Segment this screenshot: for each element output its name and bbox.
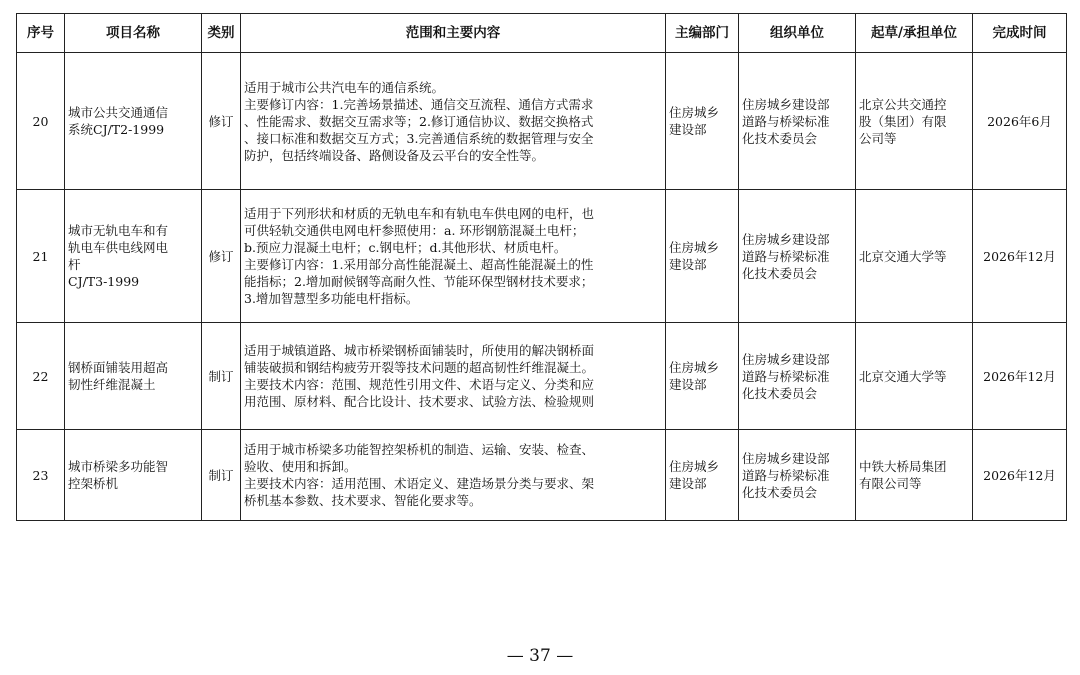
cell-content-line: 主要修订内容：1.完善场景描述、通信交互流程、通信方式需求 (244, 96, 594, 112)
cell-project-name-line: 杆 (68, 257, 81, 272)
cell-project-name (65, 323, 202, 430)
table-row (17, 190, 1067, 323)
cell-dept (666, 53, 739, 190)
cell-dept-line: 建设部 (669, 122, 707, 137)
cell-dept-line: 建设部 (669, 476, 707, 491)
cell-category: 制订 (202, 323, 241, 430)
cell-category: 修订 (202, 190, 241, 323)
cell-drafter (856, 323, 973, 430)
cell-dept (666, 323, 739, 430)
cell-drafter-line: 北京公共交通控 (859, 96, 947, 112)
cell-project-name-line: 钢桥面铺装用超高 (68, 360, 169, 375)
page-number: — 37 — (506, 646, 574, 666)
cell-drafter-line: 北京交通大学等 (859, 248, 947, 264)
cell-project-name-line: 轨电车供电线网电 (68, 240, 169, 255)
cell-dept (666, 430, 739, 521)
cell-project-name (65, 430, 202, 521)
cell-drafter (856, 53, 973, 190)
cell-project-name-line: CJ/T3-1999 (68, 274, 140, 289)
cell-drafter (856, 430, 973, 521)
cell-content-line: b.预应力混凝土电杆；c.钢电杆；d.其他形状、材质电杆。 (244, 240, 567, 255)
cell-org-line: 道路与桥梁标准 (742, 248, 830, 264)
header-no: 序号 (17, 14, 65, 53)
cell-org (739, 190, 856, 323)
header-content: 范围和主要内容 (241, 14, 666, 53)
cell-content-line: 主要技术内容：范围、规范性引用文件、术语与定义、分类和应 (244, 377, 595, 392)
cell-content (241, 190, 666, 323)
cell-dept (666, 190, 739, 323)
cell-content-line: 适用于城镇道路、城市桥梁钢桥面铺装时，所使用的解决钢桥面 (244, 343, 595, 358)
cell-project-name-line: 控架桥机 (68, 476, 119, 491)
cell-drafter-line: 有限公司等 (859, 476, 922, 491)
cell-content-line: 主要技术内容：适用范围、术语定义、建造场景分类与要求、架 (244, 476, 595, 491)
cell-drafter-line: 股（集团）有限 (859, 113, 947, 129)
cell-dept-line: 住房城乡 (669, 240, 720, 255)
cell-project-name-line: 韧性纤维混凝土 (68, 377, 156, 392)
cell-project-name-line: 城市无轨电车和有 (68, 223, 169, 238)
cell-org-line: 住房城乡建设部 (742, 96, 830, 112)
cell-content-line: 验收、使用和拆卸。 (244, 459, 357, 474)
table-header-row (17, 14, 1067, 53)
cell-content-line: 、性能需求、数据交互需求等；2.修订通信协议、数据交换格式 (244, 113, 594, 129)
cell-content-line: 能指标；2.增加耐候钢等高耐久性、节能环保型钢材技术要求； (244, 274, 594, 289)
cell-org-line: 化技术委员会 (742, 265, 818, 281)
cell-content-line: 防护，包括终端设备、路侧设备及云平台的安全性等。 (244, 147, 545, 163)
header-drafter: 起草/承担单位 (856, 14, 973, 53)
cell-project-name (65, 190, 202, 323)
cell-no: 23 (17, 430, 65, 521)
cell-org-line: 化技术委员会 (742, 385, 818, 401)
cell-date: 2026年12月 (973, 190, 1067, 323)
cell-dept-line: 住房城乡 (669, 360, 720, 375)
cell-date: 2026年6月 (973, 53, 1067, 190)
cell-content-line: 适用于下列形状和材质的无轨电车和有轨电车供电网的电杆，也 (244, 206, 595, 221)
cell-org-line: 住房城乡建设部 (742, 351, 830, 367)
cell-content-line: 铺装破损和钢结构疲劳开裂等技术问题的超高韧性纤维混凝土。 (244, 360, 595, 375)
cell-drafter (856, 190, 973, 323)
cell-drafter-line: 中铁大桥局集团 (859, 459, 947, 474)
header-date: 完成时间 (973, 14, 1067, 53)
table-row (17, 430, 1067, 521)
cell-content-line: 、接口标准和数据交互方式；3.完善通信系统的数据管理与安全 (244, 130, 594, 146)
cell-org-line: 道路与桥梁标准 (742, 368, 830, 384)
cell-category: 制订 (202, 430, 241, 521)
cell-no: 21 (17, 190, 65, 323)
cell-dept-line: 住房城乡 (669, 459, 720, 474)
cell-drafter-line: 北京交通大学等 (859, 368, 947, 384)
cell-org-line: 道路与桥梁标准 (742, 113, 830, 129)
header-dept: 主编部门 (666, 14, 739, 53)
cell-org-line: 住房城乡建设部 (742, 231, 830, 247)
cell-content-line: 桥机基本参数、技术要求、智能化要求等。 (244, 493, 482, 508)
cell-org (739, 53, 856, 190)
cell-org (739, 323, 856, 430)
header-org: 组织单位 (739, 14, 856, 53)
cell-category: 修订 (202, 53, 241, 190)
table-row (17, 53, 1067, 190)
cell-dept-line: 住房城乡 (669, 105, 720, 120)
cell-content-line: 适用于城市桥梁多功能智控架桥机的制造、运输、安装、检查、 (244, 442, 595, 457)
cell-no: 20 (17, 53, 65, 190)
cell-project-name (65, 53, 202, 190)
cell-org-line: 住房城乡建设部 (742, 450, 830, 466)
cell-content-line: 3.增加智慧型多功能电杆指标。 (244, 291, 419, 306)
cell-content-line: 主要修订内容：1.采用部分高性能混凝土、超高性能混凝土的性 (244, 257, 594, 272)
header-category: 类别 (202, 14, 241, 53)
cell-content-line: 可供轻轨交通供电网电杆参照使用：a. 环形钢筋混凝土电杆； (244, 223, 585, 238)
cell-date: 2026年12月 (973, 323, 1067, 430)
cell-content (241, 430, 666, 521)
cell-project-name-line: 城市公共交通通信 (68, 105, 169, 120)
cell-date: 2026年12月 (973, 430, 1067, 521)
cell-content (241, 323, 666, 430)
cell-dept-line: 建设部 (669, 257, 707, 272)
table-row (17, 323, 1067, 430)
cell-drafter-line: 公司等 (859, 130, 897, 146)
cell-content-line: 适用于城市公共汽电车的通信系统。 (244, 79, 445, 95)
cell-project-name-line: 系统CJ/T2-1999 (68, 122, 165, 137)
cell-dept-line: 建设部 (669, 377, 707, 392)
cell-org-line: 化技术委员会 (742, 130, 818, 146)
cell-content-line: 用范围、原材料、配合比设计、技术要求、试验方法、检验规则 (244, 394, 595, 409)
cell-no: 22 (17, 323, 65, 430)
cell-project-name-line: 城市桥梁多功能智 (68, 459, 169, 474)
cell-content (241, 53, 666, 190)
standards-table (16, 13, 1067, 521)
cell-org-line: 化技术委员会 (742, 484, 818, 500)
cell-org-line: 道路与桥梁标准 (742, 467, 830, 483)
cell-org (739, 430, 856, 521)
header-project-name: 项目名称 (65, 14, 202, 53)
